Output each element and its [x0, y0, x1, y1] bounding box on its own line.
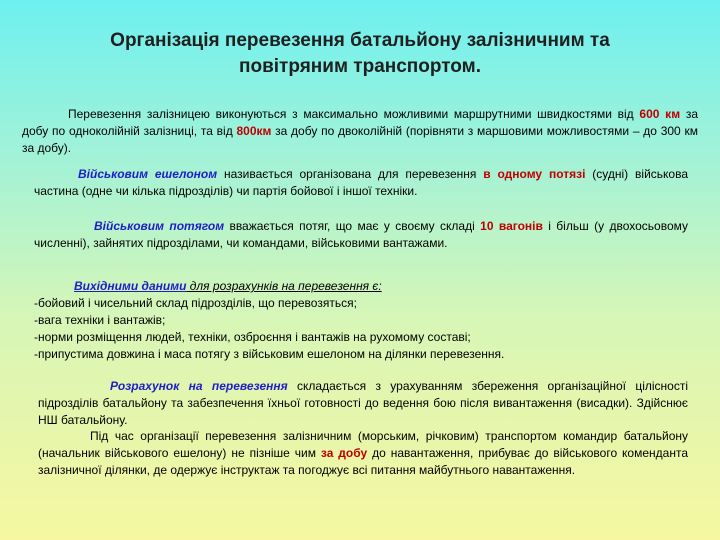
p1-text-a: Перевезення залізницею виконуються з максимально можливими маршрутними швидкостями від: [68, 107, 640, 121]
p1-text-c: за добу по двоколійній (порівняти з маршовими можливостями – до 300 км за добу).: [22, 124, 698, 155]
p2-text-b: (судні) військова частина (одне чи кілька підрозділів) чи партія бойової і іншої техніки.: [34, 167, 689, 198]
p4-term: Вихідними даними: [74, 279, 187, 293]
p2-term: Військовим ешелоном: [78, 167, 218, 181]
list-item: -припустима довжина і маса потягу з військовим ешелоном на ділянки перевезення.: [34, 347, 505, 361]
paragraph-rail-speeds: [22, 106, 698, 157]
p1-speed-single-track: 600 км: [639, 107, 681, 121]
p3-text-b: і більш (у двохосьовому численні), зайнятих підрозділами, чи командами, військовими вантажами.: [34, 219, 689, 250]
paragraph-commander-duties: [38, 428, 688, 479]
p2-text-a: називається організована для перевезення: [217, 167, 484, 181]
p3-text-a: вважається потяг, що має у своєму складі: [224, 219, 481, 233]
paragraph-transport-calculation: [38, 378, 688, 429]
title-line-2: повітряним транспортом.: [239, 56, 481, 77]
title-line-1: Організація перевезення батальйону залізничним та: [110, 30, 610, 51]
p3-highlight: 10 вагонів: [480, 219, 543, 233]
p6-text-a: Під час організації перевезення залізничним (морським, річковим) транспортом командир батальйону (начальник військового ешелону) не пізніше чим: [38, 429, 688, 460]
p4-rest: для розрахунків на перевезення є:: [186, 279, 382, 293]
p5-term: Розрахунок на перевезення: [110, 379, 288, 393]
p3-term: Військовим потягом: [94, 219, 225, 233]
paragraph-military-echelon: [34, 166, 688, 200]
p1-speed-double-track: 800км: [236, 124, 272, 138]
p2-highlight: в одному потязі: [483, 167, 586, 181]
p6-text-b: до навантаження, прибуває до військового коменданта залізничної ділянки, де одержує інструктаж та погоджує всі питання майбутнього навантаження.: [38, 446, 688, 477]
paragraph-input-data-heading: [34, 278, 688, 295]
p5-text-a: складається з урахуванням збереження організаційної цілісності підрозділів батальйону та забезпечення їхньої готовності до ведення бою після вивантаження (висадки). Здійснює НШ батальйону.: [38, 379, 688, 427]
input-data-list: [34, 295, 688, 363]
list-item: -вага техніки і вантажів;: [34, 313, 166, 327]
list-item: -норми розміщення людей, техніки, озброєння і вантажів на рухомому составі;: [34, 330, 471, 344]
paragraph-military-train: [34, 218, 688, 252]
p6-highlight: за добу: [320, 446, 368, 460]
p1-text-b: за добу по одноколійній залізниці, та від: [22, 107, 698, 138]
list-item: -бойовий і чисельний склад підрозділів, що перевозяться;: [34, 296, 357, 310]
page-title: [30, 28, 690, 80]
